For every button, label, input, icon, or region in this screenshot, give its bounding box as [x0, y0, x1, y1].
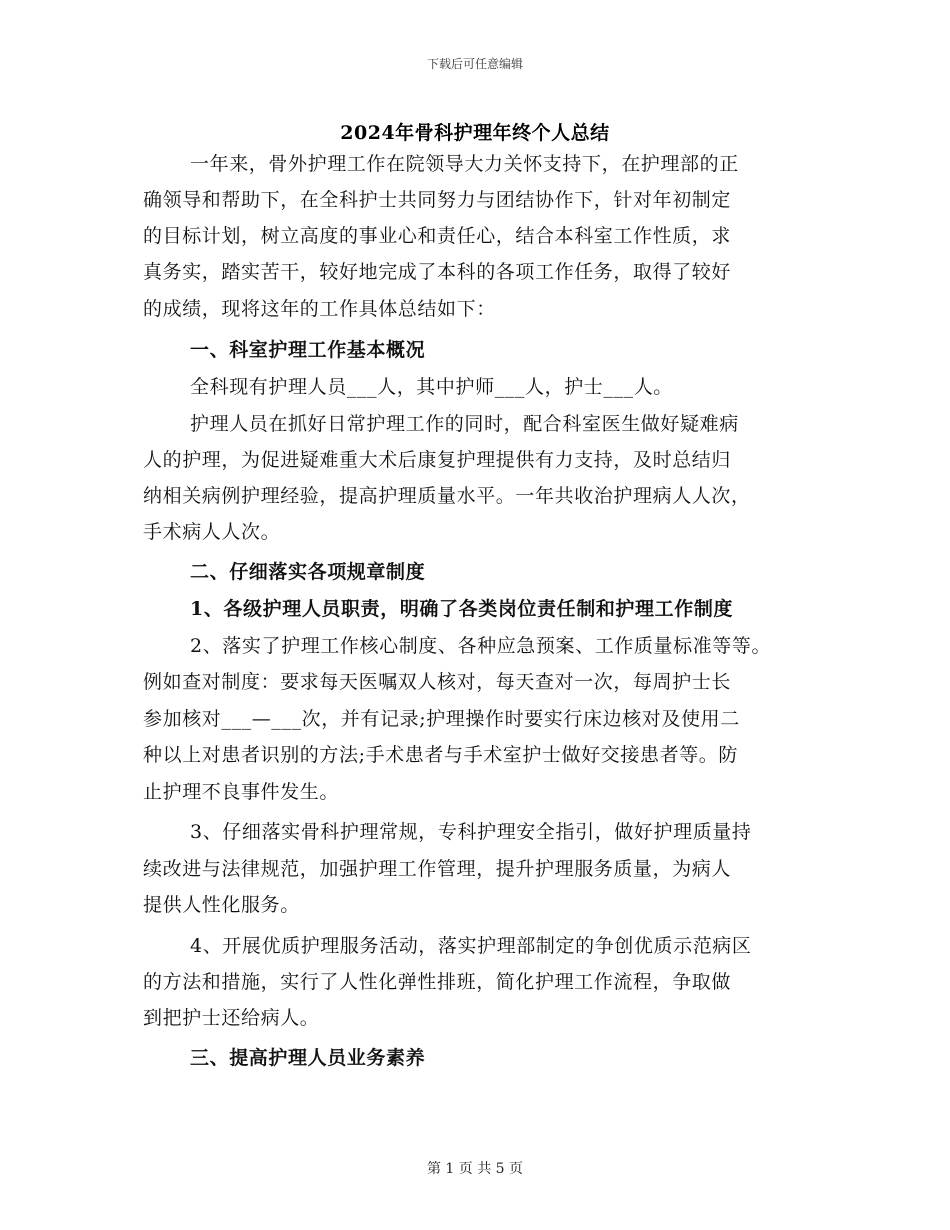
paragraph-line: 真务实，踏实苦干，较好地完成了本科的各项工作任务，取得了较好	[143, 261, 732, 283]
paragraph-line: 到把护士还给病人。	[143, 1007, 320, 1029]
paragraph-line: 的目标计划，树立高度的事业心和责任心，结合本科室工作性质，求	[143, 225, 732, 247]
paragraph-line: 2、落实了护理工作核心制度、各种应急预案、工作质量标准等等。	[190, 635, 772, 657]
document-title: 2024年骨科护理年终个人总结	[340, 122, 610, 144]
paragraph-line: 手术病人人次。	[143, 521, 281, 543]
paragraph-line: 提供人性化服务。	[143, 894, 300, 916]
paragraph-line: 4、开展优质护理服务活动，落实护理部制定的争创优质示范病区	[190, 935, 752, 957]
paragraph-line: 例如查对制度：要求每天医嘱双人核对，每天查对一次，每周护士长	[143, 671, 732, 693]
paragraph-line: 种以上对患者识别的方法;手术患者与手术室护士做好交接患者等。防	[143, 744, 739, 766]
paragraph-line: 3、仔细落实骨科护理常规，专科护理安全指引，做好护理质量持	[190, 821, 752, 843]
paragraph-line: 止护理不良事件发生。	[143, 781, 340, 803]
header-note: 下载后可任意编辑	[426, 57, 523, 71]
paragraph-line: 护理人员在抓好日常护理工作的同时，配合科室医生做好疑难病	[190, 413, 739, 435]
paragraph-line: 人的护理，为促进疑难重大术后康复护理提供有力支持，及时总结归	[143, 449, 732, 471]
section-heading: 一、科室护理工作基本概况	[190, 339, 426, 361]
subsection-heading: 1、各级护理人员职责，明确了各类岗位责任制和护理工作制度	[190, 598, 734, 620]
paragraph-line: 的成绩，现将这年的工作具体总结如下：	[143, 298, 496, 320]
section-heading: 三、提高护理人员业务素养	[190, 1047, 426, 1069]
page-number: 第 1 页 共 5 页	[426, 1161, 524, 1177]
paragraph-line: 参加核对___—___次，并有记录;护理操作时要实行床边核对及使用二	[143, 708, 740, 730]
paragraph-line: 一年来，骨外护理工作在院领导大力关怀支持下，在护理部的正	[190, 153, 739, 175]
paragraph-line: 的方法和措施，实行了人性化弹性排班，简化护理工作流程，争取做	[143, 971, 732, 993]
paragraph-line: 确领导和帮助下，在全科护士共同努力与团结协作下，针对年初制定	[143, 189, 732, 211]
paragraph-line: 纳相关病例护理经验，提高护理质量水平。一年共收治护理病人人次，	[143, 485, 751, 507]
section-heading: 二、仔细落实各项规章制度	[190, 561, 426, 583]
paragraph-line: 全科现有护理人员___人，其中护师___人，护士___人。	[190, 376, 673, 398]
paragraph-line: 续改进与法律规范，加强护理工作管理，提升护理服务质量，为病人	[143, 858, 732, 880]
